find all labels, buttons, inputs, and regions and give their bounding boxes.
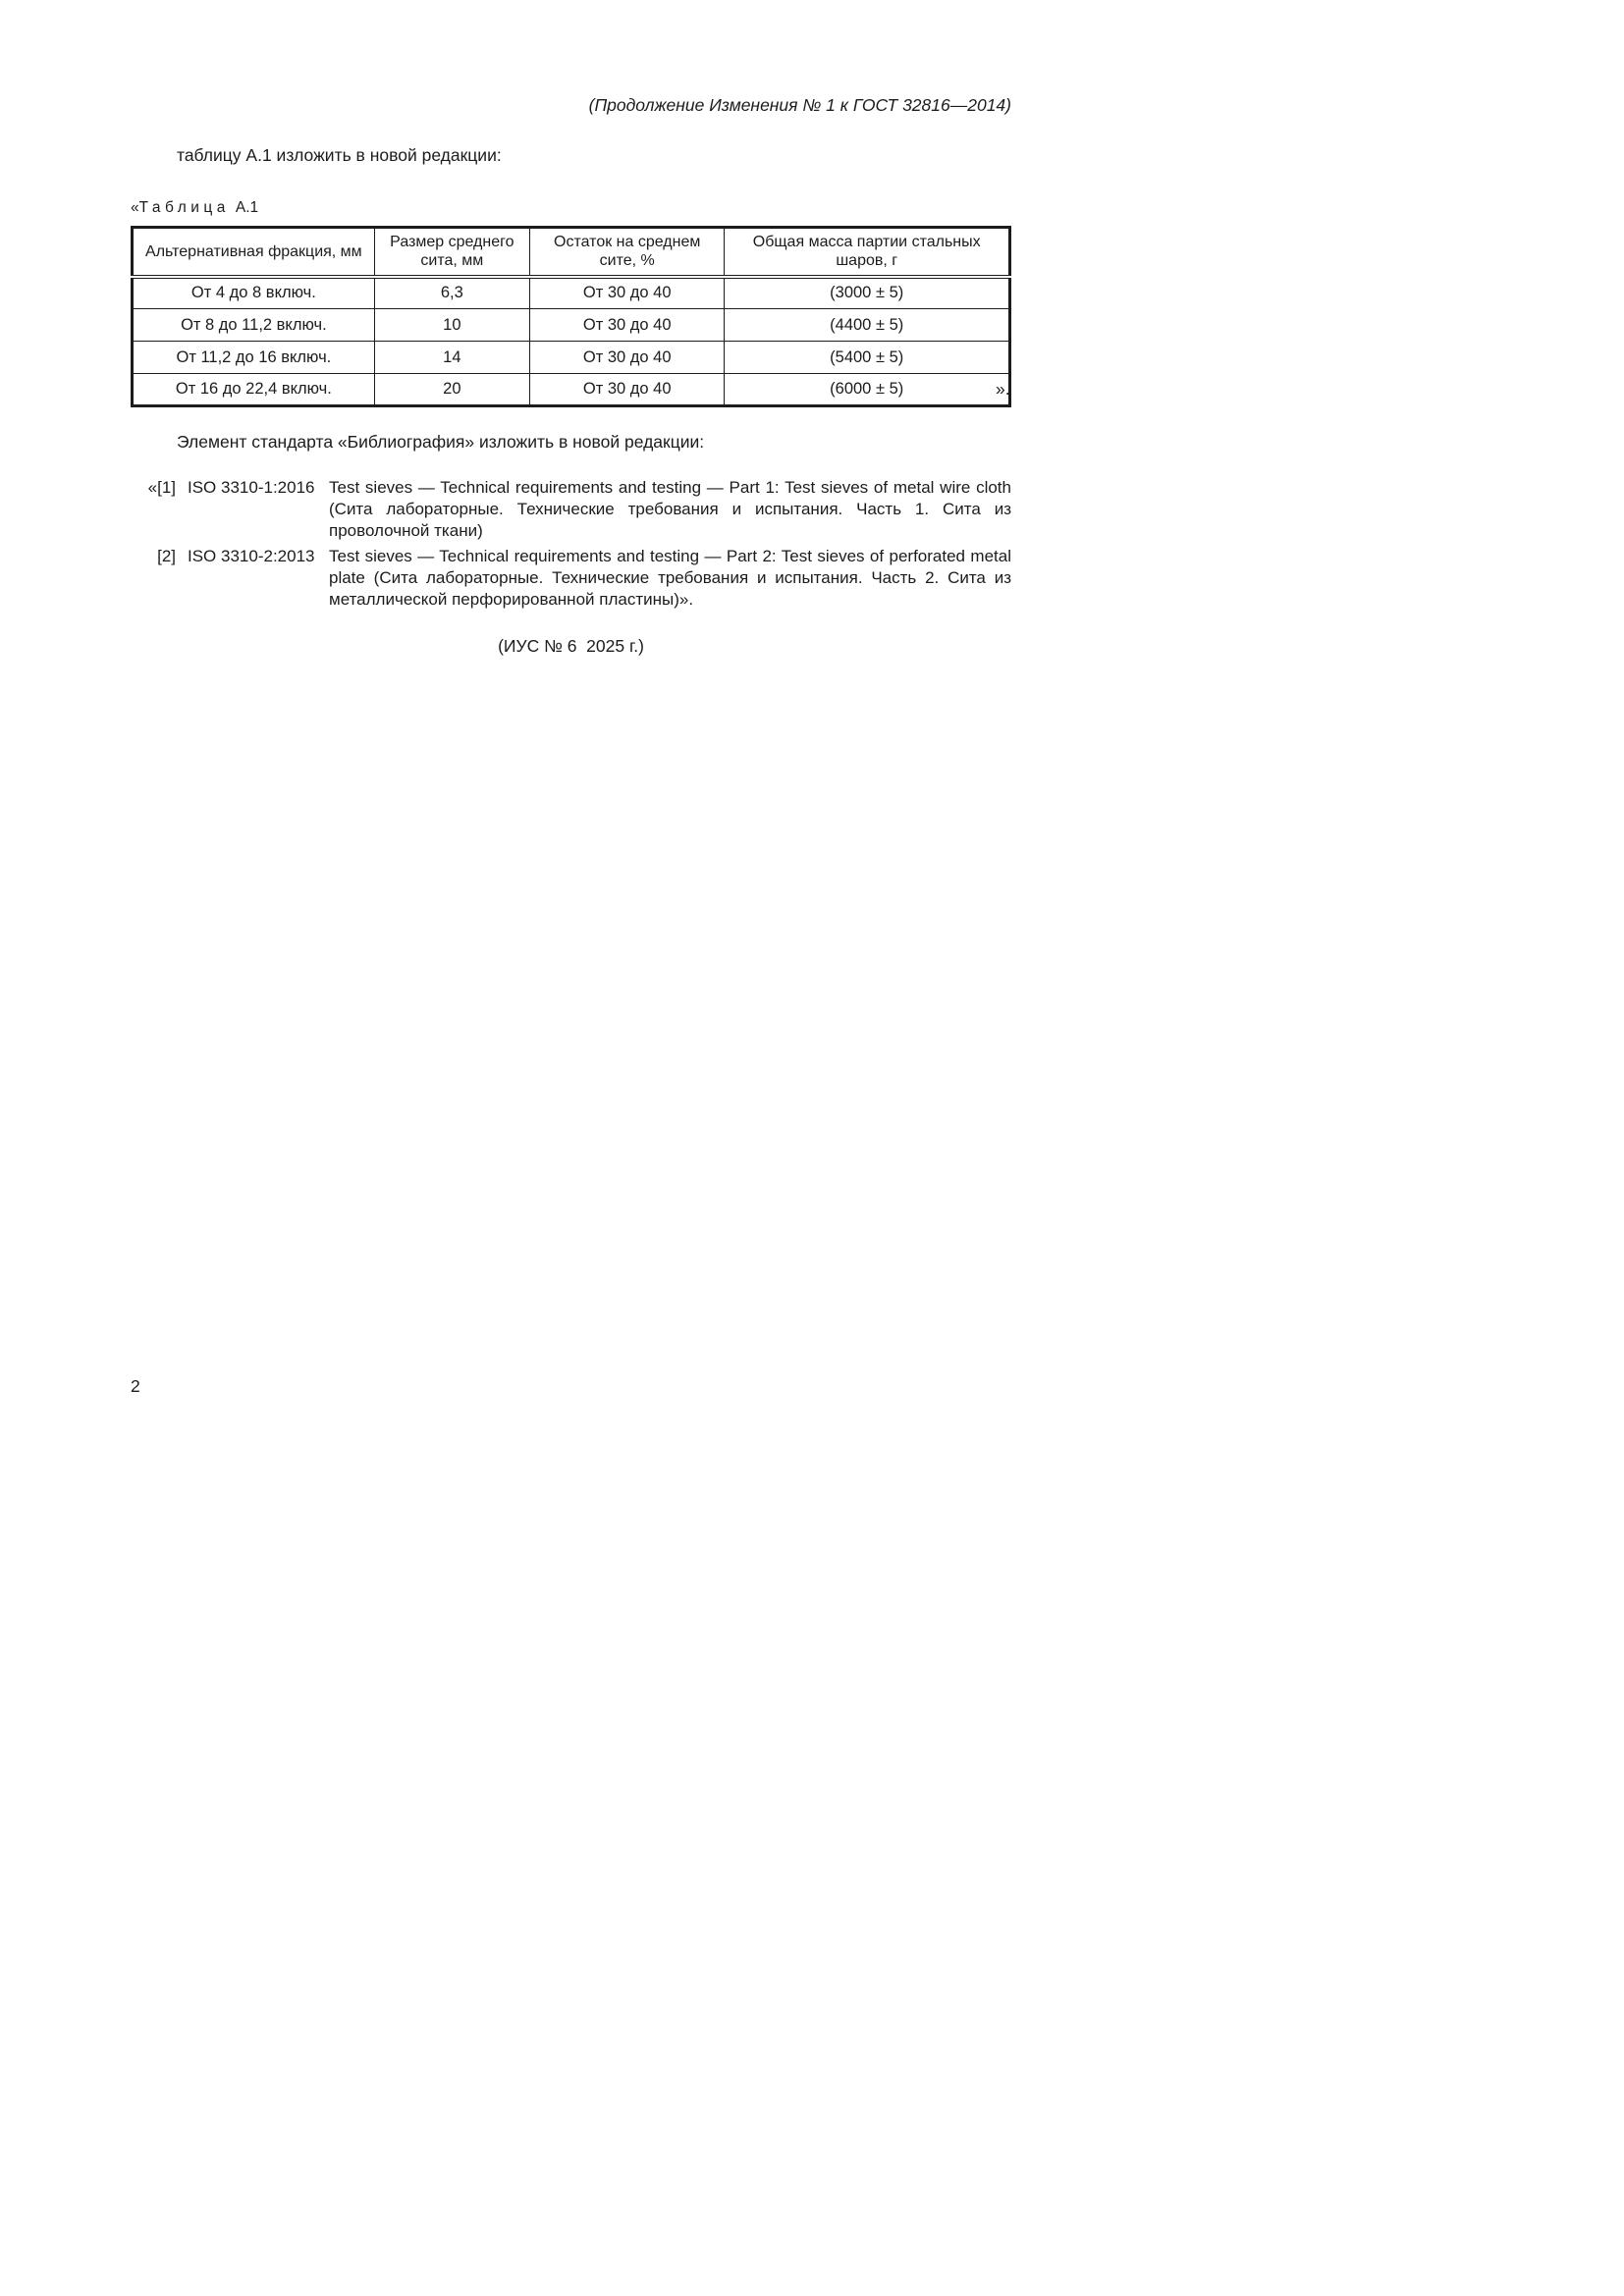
table-a1 bbox=[131, 226, 1011, 407]
cell-residue: От 30 до 40 bbox=[529, 309, 724, 342]
cell-mass: (5400 ± 5) bbox=[725, 342, 1010, 374]
cell-residue: От 30 до 40 bbox=[529, 277, 724, 309]
page-number: 2 bbox=[131, 1376, 140, 1396]
running-header-note: (Продолжение Изменения № 1 к ГОСТ 32816—2014) bbox=[588, 95, 1011, 115]
intro-paragraph: таблицу А.1 изложить в новой редакции: bbox=[177, 145, 502, 165]
col-header-mass: Общая масса партии стальных шаров, г bbox=[725, 228, 1010, 277]
bib-entry-text: Test sieves — Technical requirements and testing — Part 2: Test sieves of perforated metal plate (Сита лабораторные. Технические требования и испытания. Часть 2. Сита из металлической перфорированной пластины)». bbox=[329, 547, 1011, 609]
col-header-fraction: Альтернативная фракция, мм bbox=[133, 228, 375, 277]
col-header-residue: Остаток на среднем сите, % bbox=[529, 228, 724, 277]
cell-sieve-size: 6,3 bbox=[374, 277, 529, 309]
cell-residue: От 30 до 40 bbox=[529, 342, 724, 374]
table-row bbox=[133, 277, 1010, 309]
cell-sieve-size: 14 bbox=[374, 342, 529, 374]
cell-residue: От 30 до 40 bbox=[529, 374, 724, 406]
bib-entry-code: ISO 3310-1:2016 bbox=[188, 478, 315, 497]
table-closing-quote: ». bbox=[996, 379, 1010, 399]
cell-mass: (6000 ± 5) bbox=[725, 374, 1010, 406]
bib-entry-code: ISO 3310-2:2013 bbox=[188, 547, 315, 565]
bibliography-list bbox=[131, 477, 1011, 611]
cell-mass: (3000 ± 5) bbox=[725, 277, 1010, 309]
caption-number: А.1 bbox=[235, 199, 259, 216]
cell-sieve-size: 10 bbox=[374, 309, 529, 342]
cell-mass: (4400 ± 5) bbox=[725, 309, 1010, 342]
cell-fraction: От 16 до 22,4 включ. bbox=[133, 374, 375, 406]
table-header-row bbox=[133, 228, 1010, 277]
cell-fraction: От 4 до 8 включ. bbox=[133, 277, 375, 309]
bibliography-entry bbox=[131, 546, 1011, 611]
bib-entry-label: «[1] bbox=[147, 478, 176, 497]
ius-issue-note: (ИУС № 6 2025 г.) bbox=[498, 636, 644, 656]
table-body bbox=[133, 277, 1010, 406]
bibliography-intro: Элемент стандарта «Библиография» изложить в новой редакции: bbox=[177, 432, 705, 452]
table-row bbox=[133, 374, 1010, 406]
table-row bbox=[133, 342, 1010, 374]
table-caption bbox=[131, 198, 1011, 217]
table-header bbox=[133, 228, 1010, 277]
caption-open-quote: « bbox=[131, 199, 139, 216]
caption-label: Таблица bbox=[138, 199, 230, 216]
cell-fraction: От 11,2 до 16 включ. bbox=[133, 342, 375, 374]
table-row bbox=[133, 309, 1010, 342]
bibliography-entry bbox=[131, 477, 1011, 542]
bib-entry-label: [2] bbox=[157, 547, 176, 565]
cell-sieve-size: 20 bbox=[374, 374, 529, 406]
page-content bbox=[131, 94, 1011, 657]
cell-fraction: От 8 до 11,2 включ. bbox=[133, 309, 375, 342]
bib-entry-text: Test sieves — Technical requirements and testing — Part 1: Test sieves of metal wire cloth (Сита лабораторные. Технические требования и испытания. Часть 1. Сита из проволочной ткани) bbox=[329, 478, 1011, 540]
col-header-sieve-size: Размер среднего сита, мм bbox=[374, 228, 529, 277]
